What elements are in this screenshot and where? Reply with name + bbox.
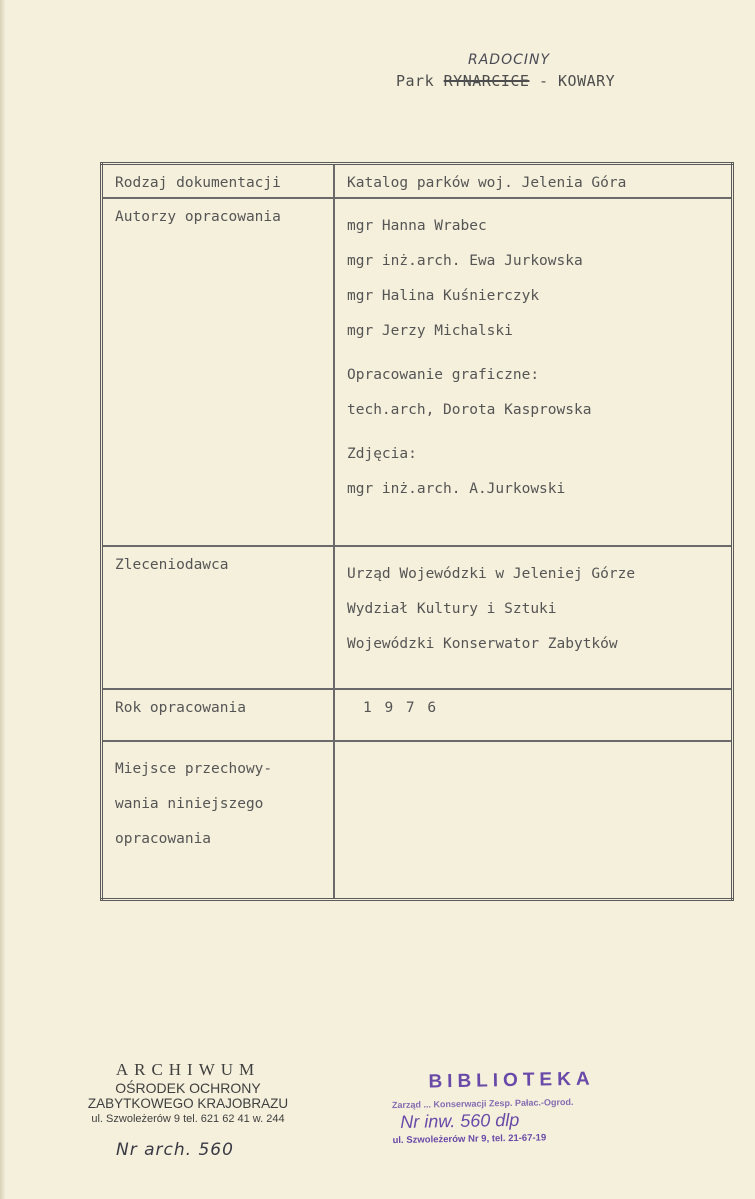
title-prefix: Park — [396, 72, 435, 90]
author-name: mgr Jerzy Michalski — [347, 323, 513, 339]
row-authors — [102, 198, 733, 546]
archive-handwritten-number: Nr arch. 560 — [116, 1140, 234, 1160]
archive-address: ul. Szwoleżerów 9 tel. 621 62 41 w. 244 — [91, 1113, 285, 1125]
year-value: 1 9 7 6 — [334, 689, 733, 741]
archive-line1: OŚRODEK OCHRONY — [115, 1080, 261, 1096]
document-title — [396, 72, 615, 90]
client-line: Urząd Wojewódzki w Jeleniej Górze — [347, 566, 636, 582]
library-address: ul. Szwoleżerów Nr 9, tel. 21-67-19 — [392, 1132, 547, 1147]
archive-stamp — [68, 1060, 308, 1125]
graphics-author: tech.arch, Dorota Kasprowska — [347, 402, 592, 418]
year-label: Rok opracowania — [102, 689, 335, 741]
client-label: Zleceniodawca — [102, 546, 335, 689]
title-separator: - — [538, 72, 549, 90]
archive-title: ARCHIWUM — [115, 1060, 261, 1079]
client-line: Wydział Kultury i Sztuki — [347, 601, 557, 617]
title-struck-name: RYNARCICE — [443, 72, 530, 90]
handwritten-correction: RADOCINY — [468, 52, 551, 68]
storage-value — [334, 741, 733, 900]
client-line: Wojewódzki Konserwator Zabytków — [347, 636, 618, 652]
doc-type-value: Katalog parków woj. Jelenia Góra — [334, 164, 733, 199]
author-name: mgr Halina Kuśnierczyk — [347, 288, 540, 304]
library-title: BIBLIOTEKA — [428, 1068, 595, 1093]
authors-value — [334, 198, 733, 546]
page-edge — [0, 0, 6, 1199]
row-client — [102, 546, 733, 689]
client-value — [334, 546, 733, 689]
library-stamp — [391, 1068, 632, 1146]
archive-line2: ZABYTKOWEGO KRAJOBRAZU — [87, 1096, 289, 1111]
title-town: KOWARY — [558, 72, 616, 90]
graphics-title: Opracowanie graficzne: — [347, 367, 540, 383]
storage-label-line: opracowania — [115, 831, 212, 847]
library-inventory: Nr inw. 560 dlp — [400, 1109, 520, 1132]
storage-label-line: Miejsce przechowy- — [115, 761, 273, 777]
library-line1: Zarząd ... Konserwacji Zesp. Pałac.-Ogrod. — [391, 1096, 574, 1111]
photos-author: mgr inż.arch. A.Jurkowski — [347, 481, 566, 497]
doc-type-label: Rodzaj dokumentacji — [102, 164, 335, 199]
storage-label — [102, 741, 335, 900]
row-year — [102, 689, 733, 741]
author-name: mgr Hanna Wrabec — [347, 218, 487, 234]
row-doc-type — [102, 164, 733, 199]
photos-title: Zdjęcia: — [347, 446, 417, 462]
authors-label: Autorzy opracowania — [102, 198, 335, 546]
documentation-table — [100, 162, 734, 901]
row-storage — [102, 741, 733, 900]
storage-label-line: wania niniejszego — [115, 796, 264, 812]
author-name: mgr inż.arch. Ewa Jurkowska — [347, 253, 583, 269]
